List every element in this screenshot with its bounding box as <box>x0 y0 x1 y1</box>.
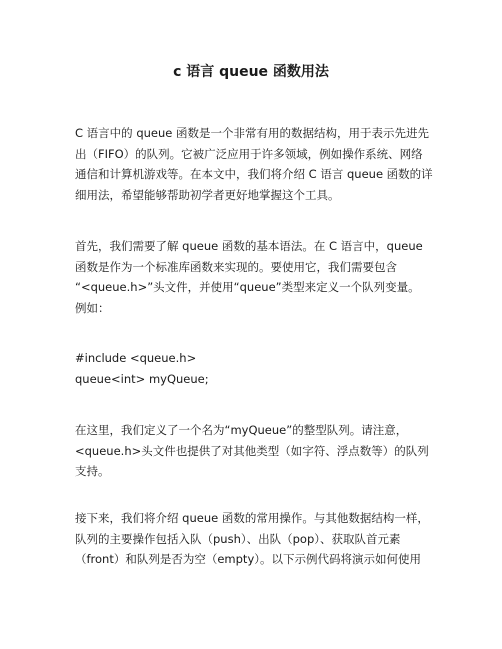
code-example <box>75 348 475 389</box>
paragraph-explanation <box>75 420 475 482</box>
text-line: C 语言中的 queue 函数是一个非常有用的数据结构，用于表示先进先 <box>75 126 430 140</box>
text-line: “<queue.h>”头文件，并使用“queue”类型来定义一个队列变量。 <box>75 280 420 294</box>
text-line: （front）和队列是否为空（empty）。以下示例代码将演示如何使用 <box>75 552 421 566</box>
code-line: #include <queue.h> <box>75 351 197 365</box>
text-line: 出（FIFO）的队列。它被广泛应用于许多领域，例如操作系统、网络 <box>75 146 423 161</box>
text-line: 函数是作为一个标准库函数来实现的。要使用它，我们需要包含 <box>75 259 397 274</box>
paragraph-intro <box>75 123 475 205</box>
document-title: c 语言 queue 函数用法 <box>173 64 329 80</box>
text-line: <queue.h>头文件也提供了对其他类型（如字符、浮点数等）的队列 <box>75 443 429 458</box>
paragraph-operations <box>75 508 475 570</box>
code-line: queue<int> myQueue; <box>75 371 209 386</box>
text-line: 首先，我们需要了解 queue 函数的基本语法。在 C 语言中，queue <box>75 239 423 253</box>
text-line: 接下来，我们将介绍 queue 函数的常用操作。与其他数据结构一样， <box>75 511 429 525</box>
paragraph-syntax <box>75 236 475 318</box>
text-line: 队列的主要操作包括入队（push）、出队（pop）、获取队首元素 <box>75 531 401 546</box>
text-line: 细用法，希望能够帮助初学者更好地掌握这个工具。 <box>75 187 340 202</box>
text-line: 支持。 <box>75 464 110 478</box>
text-line: 通信和计算机游戏等。在本文中，我们将介绍 C 语言 queue 函数的详 <box>75 167 433 181</box>
text-line: 例如： <box>75 300 110 315</box>
text-line: 在这里，我们定义了一个名为“myQueue”的整型队列。请注意， <box>75 423 408 437</box>
